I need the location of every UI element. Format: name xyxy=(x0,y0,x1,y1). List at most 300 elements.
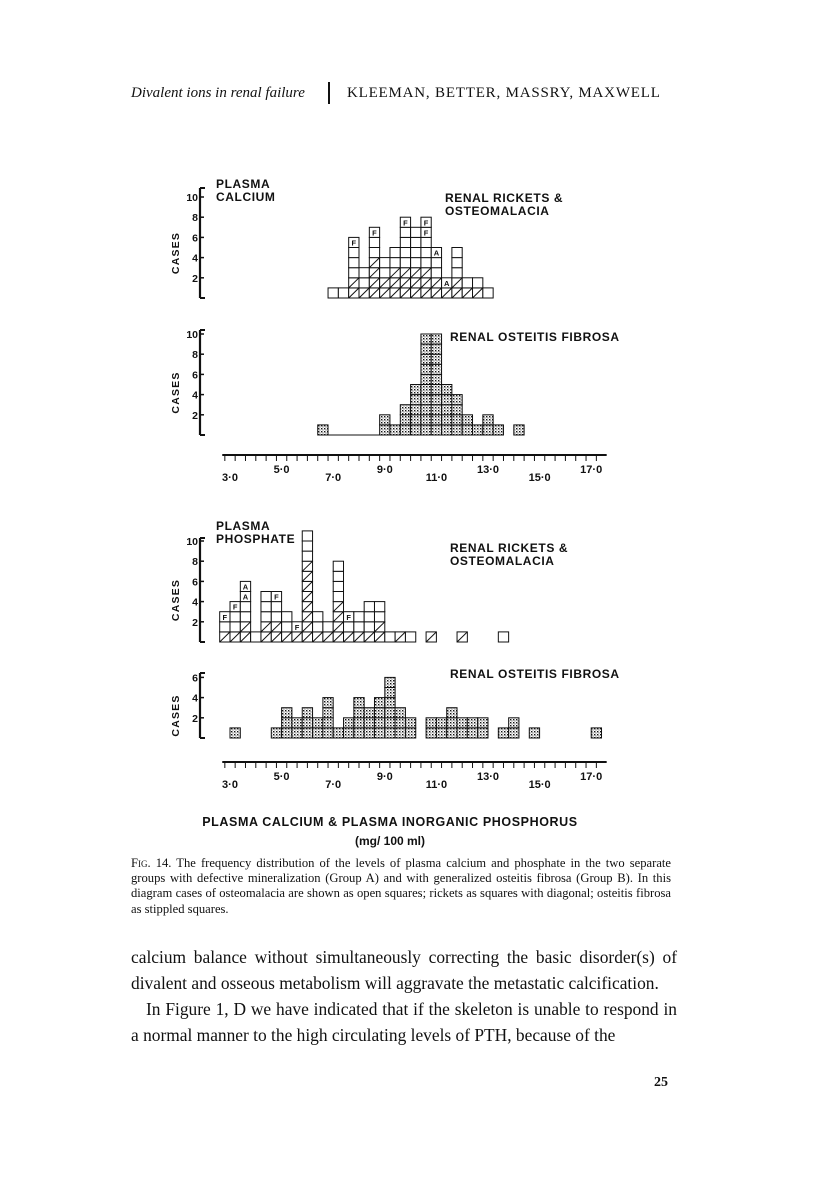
osteomalacia-case-square xyxy=(261,602,271,612)
osteitis-fibrosa-case-square xyxy=(509,718,519,728)
osteomalacia-case-square xyxy=(421,237,431,247)
osteitis-fibrosa-case-square xyxy=(323,708,333,718)
osteomalacia-case-square xyxy=(349,268,359,278)
histogram-bar xyxy=(591,728,601,738)
histogram-bar xyxy=(359,268,369,298)
osteitis-fibrosa-case-square xyxy=(514,425,524,435)
histogram-bar xyxy=(452,248,462,299)
osteitis-fibrosa-case-square xyxy=(374,718,384,728)
histogram-bar xyxy=(498,728,508,738)
histogram-bar xyxy=(473,425,483,435)
osteitis-fibrosa-case-square xyxy=(421,385,431,395)
histogram-bar xyxy=(483,415,493,435)
case-letter-mark: A xyxy=(242,592,249,602)
histogram-bar xyxy=(333,561,343,642)
histogram-bar xyxy=(220,612,230,642)
osteitis-fibrosa-case-square xyxy=(400,415,410,425)
osteitis-fibrosa-case-square xyxy=(354,718,364,728)
osteitis-fibrosa-case-square xyxy=(498,728,508,738)
osteitis-fibrosa-case-square xyxy=(442,395,452,405)
osteitis-fibrosa-case-square xyxy=(431,405,441,415)
histogram-bar xyxy=(467,718,477,738)
osteomalacia-case-square xyxy=(498,632,508,642)
histogram-bar xyxy=(493,425,503,435)
y-tick-label: 10 xyxy=(186,329,198,341)
osteomalacia-case-square xyxy=(390,258,400,268)
histogram-panel xyxy=(170,177,563,298)
osteitis-fibrosa-case-square xyxy=(354,728,364,738)
osteomalacia-case-square xyxy=(411,227,421,237)
osteitis-fibrosa-case-square xyxy=(323,698,333,708)
x-tick-label: 15·0 xyxy=(528,472,551,484)
osteitis-fibrosa-case-square xyxy=(442,405,452,415)
histogram-panel xyxy=(170,667,620,738)
osteomalacia-case-square xyxy=(261,612,271,622)
histogram-bar xyxy=(338,288,348,298)
osteitis-fibrosa-case-square xyxy=(323,718,333,728)
osteomalacia-case-square xyxy=(313,612,323,622)
osteitis-fibrosa-case-square xyxy=(442,385,452,395)
osteitis-fibrosa-case-square xyxy=(421,425,431,435)
y-tick-label: 4 xyxy=(192,389,198,402)
osteitis-fibrosa-case-square xyxy=(447,728,457,738)
osteitis-fibrosa-case-square xyxy=(467,718,477,728)
osteomalacia-case-square xyxy=(400,227,410,237)
case-letter-mark: F xyxy=(403,218,408,228)
x-tick-label: 3·0 xyxy=(222,779,238,791)
osteitis-fibrosa-case-square xyxy=(452,405,462,415)
histogram-bar xyxy=(390,425,400,435)
osteitis-fibrosa-case-square xyxy=(318,425,328,435)
osteomalacia-case-square xyxy=(452,258,462,268)
osteitis-fibrosa-case-square xyxy=(405,718,415,728)
y-tick-label: 6 xyxy=(192,232,198,245)
osteomalacia-case-square xyxy=(421,258,431,268)
x-tick-label: 5·0 xyxy=(273,464,290,476)
osteitis-fibrosa-case-square xyxy=(509,728,519,738)
osteomalacia-case-square xyxy=(364,622,374,632)
histogram-bar xyxy=(411,385,421,436)
histogram-bar xyxy=(395,632,405,642)
osteomalacia-case-square xyxy=(271,602,281,612)
osteitis-fibrosa-case-square xyxy=(282,728,292,738)
osteitis-fibrosa-case-square xyxy=(436,718,446,728)
osteitis-fibrosa-case-square xyxy=(385,708,395,718)
histogram-bar xyxy=(271,592,281,643)
histogram-bar xyxy=(514,425,524,435)
case-letter-mark: F xyxy=(222,612,228,622)
osteomalacia-case-square xyxy=(452,248,462,258)
case-letter-mark: F xyxy=(274,592,279,602)
osteomalacia-case-square xyxy=(359,268,369,278)
histogram-bar xyxy=(374,698,384,738)
histogram-bar xyxy=(431,248,441,299)
histogram-bar xyxy=(462,278,472,298)
osteomalacia-case-square xyxy=(473,278,483,288)
histogram-bar xyxy=(529,728,539,738)
y-tick-label: 8 xyxy=(192,556,198,569)
osteitis-fibrosa-case-square xyxy=(467,728,477,738)
osteitis-fibrosa-case-square xyxy=(374,698,384,708)
osteitis-fibrosa-case-square xyxy=(457,728,467,738)
osteomalacia-case-square xyxy=(369,248,379,258)
case-letter-mark: A xyxy=(242,582,249,592)
histogram-bar xyxy=(473,278,483,298)
x-tick-label: 5·0 xyxy=(273,771,290,783)
y-tick-label: 2 xyxy=(192,616,198,629)
osteitis-fibrosa-case-square xyxy=(230,728,240,738)
histogram-bar xyxy=(442,385,452,436)
osteitis-fibrosa-case-square xyxy=(431,385,441,395)
x-tick-label: 13·0 xyxy=(476,771,500,783)
osteomalacia-case-square xyxy=(385,632,395,642)
y-tick-label: 4 xyxy=(192,252,198,265)
histogram-bar xyxy=(313,718,323,738)
osteomalacia-case-square xyxy=(369,237,379,247)
paragraph: calcium balance without simultaneously correcting the basic disorder(s) of divalent and osseous metabolism will aggravate the metastatic calcification. xyxy=(131,947,677,993)
histogram-bar xyxy=(333,728,343,738)
paragraph: In Figure 1, D we have indicated that if the skeleton is unable to respond in a normal manner to the high circulating levels of PTH, because of the xyxy=(131,999,677,1045)
histogram-bar xyxy=(509,718,519,738)
histogram-bar xyxy=(405,718,415,738)
panel-title: PLASMA CALCIUM xyxy=(216,177,276,204)
osteitis-fibrosa-case-square xyxy=(385,677,395,687)
osteitis-fibrosa-case-square xyxy=(344,718,354,728)
osteomalacia-case-square xyxy=(302,541,312,551)
osteomalacia-case-square xyxy=(349,258,359,268)
histogram-panel xyxy=(170,519,568,642)
osteitis-fibrosa-case-square xyxy=(292,728,302,738)
osteomalacia-case-square xyxy=(328,288,338,298)
page-number: 25 xyxy=(654,1075,668,1090)
x-tick-label: 17·0 xyxy=(580,771,603,783)
histogram-bar xyxy=(380,258,390,298)
osteitis-fibrosa-case-square xyxy=(385,688,395,698)
case-letter-mark: A xyxy=(433,248,440,258)
osteitis-fibrosa-case-square xyxy=(390,425,400,435)
histogram-bar xyxy=(240,581,250,642)
osteomalacia-case-square xyxy=(411,248,421,258)
osteitis-fibrosa-case-square xyxy=(380,425,390,435)
osteitis-fibrosa-case-square xyxy=(421,334,431,344)
osteitis-fibrosa-case-square xyxy=(385,718,395,728)
histogram-bar xyxy=(282,612,292,642)
osteitis-fibrosa-case-square xyxy=(411,415,421,425)
histogram-bar xyxy=(364,602,374,642)
y-tick-label: 2 xyxy=(192,272,198,285)
x-tick-label: 15·0 xyxy=(528,779,551,791)
osteitis-fibrosa-case-square xyxy=(395,708,405,718)
osteitis-fibrosa-case-square xyxy=(395,718,405,728)
histogram-bar xyxy=(436,718,446,738)
figure-xlabel: PLASMA CALCIUM & PLASMA INORGANIC PHOSPHORUS xyxy=(202,815,578,829)
figure-caption xyxy=(131,856,671,917)
histogram-bar xyxy=(421,217,431,298)
histogram-bar xyxy=(400,217,410,298)
histogram-bar xyxy=(369,227,379,298)
case-letter-mark: F xyxy=(294,622,300,632)
histogram-bar xyxy=(405,632,415,642)
histogram-bar xyxy=(442,278,452,298)
osteomalacia-case-square xyxy=(411,237,421,247)
osteitis-fibrosa-case-square xyxy=(421,405,431,415)
y-axis-label: CASES xyxy=(170,231,182,275)
osteitis-fibrosa-case-square xyxy=(421,374,431,384)
osteitis-fibrosa-case-square xyxy=(431,334,441,344)
histogram-bar xyxy=(318,425,328,435)
y-axis-label: CASES xyxy=(170,694,182,737)
panel-title: PLASMA PHOSPHATE xyxy=(216,519,296,546)
header-separator xyxy=(328,82,330,104)
case-letter-mark: F xyxy=(423,228,429,238)
x-tick-label: 3·0 xyxy=(222,472,238,484)
histogram-bar xyxy=(478,718,488,738)
case-letter-mark: F xyxy=(232,602,238,612)
osteitis-fibrosa-case-square xyxy=(478,718,488,728)
osteitis-fibrosa-case-square xyxy=(374,728,384,738)
osteomalacia-case-square xyxy=(302,531,312,541)
osteitis-fibrosa-case-square xyxy=(292,718,302,728)
histogram-bar xyxy=(390,248,400,299)
osteitis-fibrosa-case-square xyxy=(431,354,441,364)
histogram-bar xyxy=(400,405,410,435)
panel-group-label: RENAL RICKETS & OSTEOMALACIA xyxy=(450,541,569,568)
y-axis-label: CASES xyxy=(170,371,182,414)
osteitis-fibrosa-case-square xyxy=(483,425,493,435)
osteitis-fibrosa-case-square xyxy=(426,728,436,738)
osteitis-fibrosa-case-square xyxy=(421,415,431,425)
osteomalacia-case-square xyxy=(230,622,240,632)
osteomalacia-case-square xyxy=(333,561,343,571)
osteitis-fibrosa-case-square xyxy=(364,708,374,718)
histogram-bar xyxy=(457,632,467,642)
histogram-bar xyxy=(271,728,281,738)
osteomalacia-case-square xyxy=(251,632,261,642)
y-tick-label: 10 xyxy=(186,192,198,204)
y-axis-label: CASES xyxy=(170,578,182,622)
case-letter-mark: F xyxy=(372,228,377,238)
osteitis-fibrosa-case-square xyxy=(302,728,312,738)
osteomalacia-case-square xyxy=(374,602,384,612)
histogram-bar xyxy=(282,708,292,738)
osteomalacia-case-square xyxy=(333,581,343,591)
osteitis-fibrosa-case-square xyxy=(431,374,441,384)
osteomalacia-case-square xyxy=(338,288,348,298)
osteomalacia-case-square xyxy=(364,612,374,622)
osteitis-fibrosa-case-square xyxy=(364,728,374,738)
osteomalacia-case-square xyxy=(333,592,343,602)
osteomalacia-case-square xyxy=(354,612,364,622)
osteitis-fibrosa-case-square xyxy=(302,718,312,728)
y-tick-label: 8 xyxy=(192,349,198,362)
osteomalacia-case-square xyxy=(349,248,359,258)
x-tick-label: 13·0 xyxy=(476,464,500,476)
x-axis xyxy=(222,455,607,484)
histogram-bar xyxy=(447,708,457,738)
osteomalacia-case-square xyxy=(354,622,364,632)
histogram-bar xyxy=(374,602,384,642)
x-axis xyxy=(222,762,607,791)
osteitis-fibrosa-case-square xyxy=(405,728,415,738)
y-tick-label: 4 xyxy=(192,692,198,705)
histogram-bar xyxy=(354,612,364,642)
osteomalacia-case-square xyxy=(313,622,323,632)
y-tick-label: 2 xyxy=(192,409,198,422)
osteitis-fibrosa-case-square xyxy=(426,718,436,728)
osteomalacia-case-square xyxy=(302,551,312,561)
histogram-bar xyxy=(344,612,354,642)
osteomalacia-case-square xyxy=(431,258,441,268)
histogram-bar xyxy=(302,708,312,738)
osteomalacia-case-square xyxy=(405,632,415,642)
osteomalacia-case-square xyxy=(282,622,292,632)
osteomalacia-case-square xyxy=(380,268,390,278)
panel-group-label: RENAL OSTEITIS FIBROSA xyxy=(450,667,620,681)
osteitis-fibrosa-case-square xyxy=(374,708,384,718)
figure-xlabel-units: (mg/ 100 ml) xyxy=(354,834,426,848)
histogram-bar xyxy=(261,592,271,643)
osteitis-fibrosa-case-square xyxy=(483,415,493,425)
histogram-bar xyxy=(395,708,405,738)
osteomalacia-case-square xyxy=(421,248,431,258)
osteomalacia-case-square xyxy=(230,612,240,622)
histogram-bar xyxy=(292,718,302,738)
running-authors: KLEEMAN, BETTER, MASSRY, MAXWELL xyxy=(347,85,661,101)
osteitis-fibrosa-case-square xyxy=(447,718,457,728)
histogram-bar xyxy=(328,288,338,298)
x-tick-label: 7·0 xyxy=(325,779,342,791)
y-tick-label: 10 xyxy=(186,536,198,548)
histogram-bar xyxy=(411,227,421,298)
histogram-bar xyxy=(426,632,436,642)
osteitis-fibrosa-case-square xyxy=(302,708,312,718)
histogram-bar xyxy=(431,334,441,435)
osteomalacia-case-square xyxy=(271,612,281,622)
osteomalacia-case-square xyxy=(431,268,441,278)
osteitis-fibrosa-case-square xyxy=(282,718,292,728)
x-tick-label: 9·0 xyxy=(376,464,393,476)
case-letter-mark: F xyxy=(351,238,357,248)
histogram-bar xyxy=(251,632,261,642)
histogram-bar xyxy=(364,708,374,738)
running-header xyxy=(131,82,691,106)
osteitis-fibrosa-case-square xyxy=(344,728,354,738)
osteitis-fibrosa-case-square xyxy=(436,728,446,738)
frequency-distribution-figure xyxy=(150,170,650,850)
histogram-bar xyxy=(498,632,508,642)
osteomalacia-case-square xyxy=(411,258,421,268)
osteomalacia-case-square xyxy=(452,268,462,278)
osteomalacia-case-square xyxy=(380,258,390,268)
x-tick-label: 11·0 xyxy=(425,472,448,484)
osteitis-fibrosa-case-square xyxy=(591,728,601,738)
osteitis-fibrosa-case-square xyxy=(473,425,483,435)
histogram-bar xyxy=(323,622,333,642)
running-title: Divalent ions in renal failure xyxy=(131,85,305,101)
histogram-bar xyxy=(354,698,364,738)
histogram-bar xyxy=(323,698,333,738)
y-tick-label: 6 xyxy=(192,576,198,589)
osteitis-fibrosa-case-square xyxy=(431,344,441,354)
histogram-bar xyxy=(452,395,462,435)
osteitis-fibrosa-case-square xyxy=(447,708,457,718)
osteomalacia-case-square xyxy=(359,278,369,288)
case-letter-mark: F xyxy=(423,218,429,228)
osteitis-fibrosa-case-square xyxy=(411,395,421,405)
histogram-bar xyxy=(462,415,472,435)
x-tick-label: 11·0 xyxy=(425,779,448,791)
osteomalacia-case-square xyxy=(344,622,354,632)
histogram-bar xyxy=(421,334,431,435)
panel-group-label: RENAL RICKETS & OSTEOMALACIA xyxy=(445,191,564,218)
histogram-bar xyxy=(380,415,390,435)
osteitis-fibrosa-case-square xyxy=(385,698,395,708)
x-tick-label: 7·0 xyxy=(325,472,342,484)
osteitis-fibrosa-case-square xyxy=(452,415,462,425)
osteitis-fibrosa-case-square xyxy=(462,425,472,435)
osteitis-fibrosa-case-square xyxy=(271,728,281,738)
osteitis-fibrosa-case-square xyxy=(323,728,333,738)
histogram-bar xyxy=(457,718,467,738)
osteitis-fibrosa-case-square xyxy=(421,364,431,374)
osteitis-fibrosa-case-square xyxy=(364,718,374,728)
osteitis-fibrosa-case-square xyxy=(478,728,488,738)
osteitis-fibrosa-case-square xyxy=(462,415,472,425)
histogram-bar xyxy=(302,531,312,642)
y-tick-label: 6 xyxy=(192,369,198,382)
osteitis-fibrosa-case-square xyxy=(282,708,292,718)
osteomalacia-case-square xyxy=(364,602,374,612)
histogram-bar xyxy=(349,237,359,298)
body-text xyxy=(131,944,677,1048)
osteitis-fibrosa-case-square xyxy=(380,415,390,425)
osteitis-fibrosa-case-square xyxy=(411,385,421,395)
osteomalacia-case-square xyxy=(240,602,250,612)
osteitis-fibrosa-case-square xyxy=(354,708,364,718)
case-letter-mark: F xyxy=(346,612,351,622)
osteitis-fibrosa-case-square xyxy=(529,728,539,738)
osteitis-fibrosa-case-square xyxy=(493,425,503,435)
histogram-bar xyxy=(385,677,395,738)
osteitis-fibrosa-case-square xyxy=(313,728,323,738)
osteomalacia-case-square xyxy=(261,592,271,602)
histogram-bar xyxy=(313,612,323,642)
histogram-bar xyxy=(385,632,395,642)
osteomalacia-case-square xyxy=(240,612,250,622)
osteitis-fibrosa-case-square xyxy=(421,395,431,405)
osteomalacia-case-square xyxy=(390,248,400,258)
histogram-bar xyxy=(230,602,240,642)
histogram-bar xyxy=(292,622,302,642)
osteitis-fibrosa-case-square xyxy=(452,395,462,405)
y-tick-label: 8 xyxy=(192,212,198,225)
caption-text: The frequency distribution of the levels of plasma calcium and phosphate in the two separate groups with defective mineralization (Group A) and with generalized osteitis fibrosa (Group B). In this diagram cases of osteomalacia are shown as open squares; rickets as squares with diagonal; osteitis fibrosa as stippled squares. xyxy=(131,856,671,916)
osteitis-fibrosa-case-square xyxy=(421,344,431,354)
osteomalacia-case-square xyxy=(374,612,384,622)
osteomalacia-case-square xyxy=(333,571,343,581)
histogram-bar xyxy=(344,718,354,738)
osteitis-fibrosa-case-square xyxy=(442,425,452,435)
osteitis-fibrosa-case-square xyxy=(431,425,441,435)
osteitis-fibrosa-case-square xyxy=(411,405,421,415)
y-tick-label: 2 xyxy=(192,712,198,725)
osteitis-fibrosa-case-square xyxy=(354,698,364,708)
y-tick-label: 4 xyxy=(192,596,198,609)
osteitis-fibrosa-case-square xyxy=(457,718,467,728)
x-tick-label: 9·0 xyxy=(376,771,393,783)
osteitis-fibrosa-case-square xyxy=(395,728,405,738)
y-tick-label: 6 xyxy=(192,672,198,685)
